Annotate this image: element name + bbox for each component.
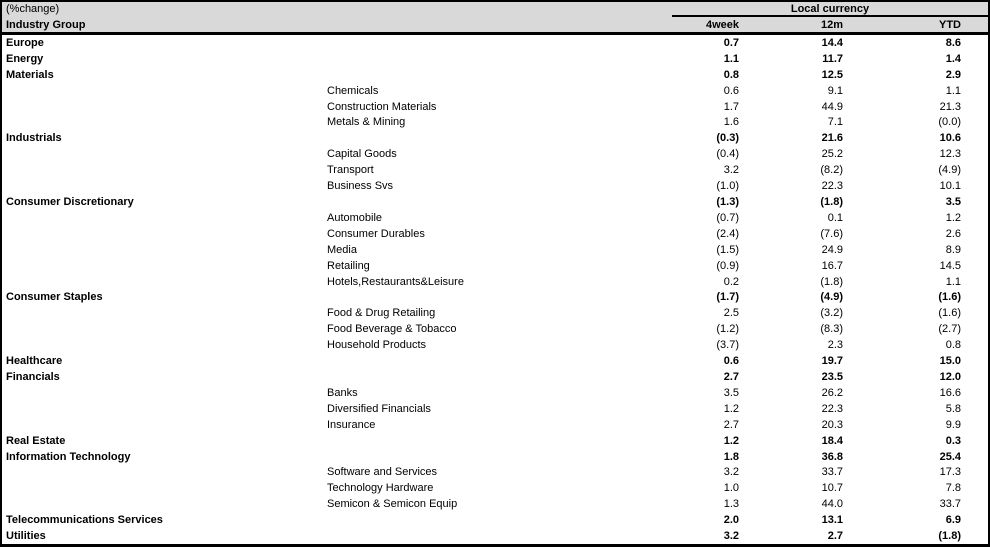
value-4week: 1.6: [723, 116, 739, 129]
value-ytd: 9.9: [945, 418, 961, 431]
column-header-ytd: YTD: [939, 18, 961, 31]
table-row: [2, 337, 988, 353]
table-row: [2, 512, 988, 528]
value-12m: (4.9): [820, 291, 843, 304]
table-row: [2, 369, 988, 385]
value-ytd: 14.5: [939, 259, 961, 272]
sector-label: Energy: [6, 52, 44, 65]
value-12m: 11.7: [822, 52, 843, 65]
value-4week: 0.2: [723, 275, 739, 288]
table-row: [2, 290, 988, 306]
subindustry-label: Food & Drug Retailing: [327, 307, 436, 320]
subindustry-label: Automobile: [327, 211, 383, 224]
value-12m: 20.3: [821, 418, 843, 431]
subindustry-label: Transport: [327, 164, 374, 177]
value-4week: (0.4): [716, 148, 739, 161]
subindustry-label: Metals & Mining: [327, 116, 406, 129]
table-row: [2, 417, 988, 433]
table-row: [2, 35, 988, 51]
value-ytd: 21.3: [939, 100, 961, 113]
value-ytd: 1.1: [945, 275, 961, 288]
value-4week: (3.7): [716, 339, 739, 352]
header-row-columns: [2, 17, 988, 32]
table-row: [2, 353, 988, 369]
table-row: [2, 449, 988, 465]
table-row: [2, 464, 988, 480]
value-12m: 25.2: [821, 148, 843, 161]
table-row: [2, 242, 988, 258]
value-ytd: 2.9: [945, 68, 961, 81]
value-4week: 0.6: [723, 84, 739, 97]
value-12m: 7.1: [827, 116, 843, 129]
value-ytd: 0.8: [945, 339, 961, 352]
value-ytd: 16.6: [939, 386, 961, 399]
value-12m: (1.8): [820, 196, 843, 209]
table-row: [2, 321, 988, 337]
value-12m: 44.0: [821, 498, 843, 511]
value-12m: 33.7: [821, 466, 843, 479]
value-4week: 1.2: [723, 434, 739, 447]
value-12m: 24.9: [821, 243, 843, 256]
value-4week: (0.9): [716, 259, 739, 272]
subindustry-label: Software and Services: [327, 466, 438, 479]
table-header: [2, 2, 988, 35]
sector-label: Consumer Discretionary: [6, 196, 134, 209]
value-4week: 2.7: [723, 418, 739, 431]
table-row: [2, 99, 988, 115]
value-12m: 10.7: [821, 482, 843, 495]
value-12m: 12.5: [821, 68, 843, 81]
value-4week: (1.7): [716, 291, 739, 304]
table-row: [2, 210, 988, 226]
sector-label: Materials: [6, 68, 54, 81]
value-12m: 36.8: [821, 450, 843, 463]
value-4week: 1.2: [723, 402, 739, 415]
subindustry-label: Technology Hardware: [327, 482, 434, 495]
value-12m: 14.4: [821, 36, 843, 49]
value-ytd: (0.0): [938, 116, 961, 129]
sector-label: Information Technology: [6, 450, 131, 463]
column-header-12m: 12m: [820, 18, 843, 31]
value-ytd: 7.8: [945, 482, 961, 495]
value-ytd: 5.8: [945, 402, 961, 415]
value-ytd: (2.7): [938, 323, 961, 336]
value-ytd: 33.7: [939, 498, 961, 511]
value-4week: 0.6: [723, 355, 739, 368]
value-ytd: 15.0: [939, 355, 961, 368]
sector-label: Financials: [6, 370, 60, 383]
value-4week: (1.3): [716, 196, 739, 209]
sector-label: Consumer Staples: [6, 291, 103, 304]
value-ytd: 17.3: [939, 466, 961, 479]
value-4week: (2.4): [716, 227, 739, 240]
table-row: [2, 480, 988, 496]
value-4week: (0.7): [716, 211, 739, 224]
table-row: [2, 401, 988, 417]
subindustry-label: Retailing: [327, 259, 370, 272]
value-ytd: 12.3: [939, 148, 961, 161]
table-row: [2, 83, 988, 99]
table-row: [2, 162, 988, 178]
value-12m: (3.2): [820, 307, 843, 320]
industry-group-header: Industry Group: [6, 18, 86, 31]
value-4week: 1.0: [723, 482, 739, 495]
value-12m: 21.6: [821, 132, 843, 145]
value-12m: 2.3: [827, 339, 843, 352]
value-ytd: (4.9): [938, 164, 961, 177]
value-4week: (1.2): [716, 323, 739, 336]
sector-label: Healthcare: [6, 355, 63, 368]
local-currency-group-header: Local currency: [672, 2, 988, 17]
value-12m: 9.1: [827, 84, 843, 97]
value-ytd: 6.9: [945, 514, 961, 527]
value-4week: 2.0: [723, 514, 739, 527]
subindustry-label: Banks: [327, 386, 358, 399]
value-4week: 0.8: [723, 68, 739, 81]
value-4week: 3.5: [723, 386, 739, 399]
table-row: [2, 194, 988, 210]
subindustry-label: Diversified Financials: [327, 402, 431, 415]
value-12m: 22.3: [821, 402, 843, 415]
table-row: [2, 496, 988, 512]
value-4week: (1.0): [716, 180, 739, 193]
value-ytd: 8.9: [945, 243, 961, 256]
value-12m: (8.3): [820, 323, 843, 336]
value-4week: 0.7: [723, 36, 739, 49]
subindustry-label: Construction Materials: [327, 100, 437, 113]
sector-label: Real Estate: [6, 434, 66, 447]
value-ytd: 10.6: [939, 132, 961, 145]
table-row: [2, 146, 988, 162]
table-row: [2, 67, 988, 83]
value-ytd: 1.2: [945, 211, 961, 224]
subindustry-label: Food Beverage & Tobacco: [327, 323, 457, 336]
value-ytd: 8.6: [945, 36, 961, 49]
value-12m: 44.9: [821, 100, 843, 113]
value-4week: (0.3): [716, 132, 739, 145]
subindustry-label: Insurance: [327, 418, 376, 431]
value-12m: 18.4: [821, 434, 843, 447]
subindustry-label: Media: [327, 243, 357, 256]
subindustry-label: Chemicals: [327, 84, 379, 97]
value-4week: 1.7: [723, 100, 739, 113]
value-ytd: (1.6): [938, 307, 961, 320]
subindustry-label: Semicon & Semicon Equip: [327, 498, 458, 511]
subindustry-label: Capital Goods: [327, 148, 397, 161]
value-ytd: 25.4: [939, 450, 961, 463]
table-row: [2, 274, 988, 290]
table-row: [2, 385, 988, 401]
subindustry-label: Household Products: [327, 339, 427, 352]
table-body: [2, 35, 988, 544]
value-4week: 3.2: [723, 466, 739, 479]
value-12m: 0.1: [827, 211, 843, 224]
value-12m: 16.7: [821, 259, 843, 272]
table-row: [2, 178, 988, 194]
table-row: [2, 305, 988, 321]
value-12m: 2.7: [827, 530, 843, 543]
value-ytd: 12.0: [939, 370, 961, 383]
sector-label: Utilities: [6, 530, 46, 543]
header-row-top: [2, 2, 988, 17]
value-12m: (1.8): [820, 275, 843, 288]
subindustry-label: Business Svs: [327, 180, 394, 193]
value-ytd: 0.3: [945, 434, 961, 447]
value-4week: 1.8: [723, 450, 739, 463]
table-row: [2, 528, 988, 544]
subindustry-label: Consumer Durables: [327, 227, 425, 240]
table-row: [2, 51, 988, 67]
table-row: [2, 115, 988, 131]
value-4week: 1.3: [723, 498, 739, 511]
value-12m: 26.2: [821, 386, 843, 399]
value-4week: 2.5: [723, 307, 739, 320]
value-4week: 3.2: [723, 164, 739, 177]
value-12m: 22.3: [821, 180, 843, 193]
column-header-4week: 4week: [705, 18, 739, 31]
value-ytd: (1.8): [938, 530, 961, 543]
percent-change-label: (%change): [6, 3, 60, 15]
value-ytd: 3.5: [945, 196, 961, 209]
value-ytd: (1.6): [938, 291, 961, 304]
value-12m: (7.6): [820, 227, 843, 240]
table-row: [2, 226, 988, 242]
value-ytd: 1.1: [945, 84, 961, 97]
value-4week: (1.5): [716, 243, 739, 256]
sector-label: Telecommunications Services: [6, 514, 163, 527]
table-row: [2, 130, 988, 146]
value-ytd: 1.4: [945, 52, 961, 65]
value-12m: 13.1: [821, 514, 843, 527]
subindustry-label: Hotels,Restaurants&Leisure: [327, 275, 464, 288]
value-4week: 1.1: [723, 52, 739, 65]
table-row: [2, 433, 988, 449]
value-12m: 23.5: [821, 370, 843, 383]
sector-label: Europe: [6, 36, 44, 49]
sector-label: Industrials: [6, 132, 62, 145]
value-ytd: 10.1: [939, 180, 961, 193]
value-ytd: 2.6: [945, 227, 961, 240]
value-12m: (8.2): [820, 164, 843, 177]
table-row: [2, 258, 988, 274]
value-4week: 3.2: [723, 530, 739, 543]
value-4week: 2.7: [723, 370, 739, 383]
value-12m: 19.7: [821, 355, 843, 368]
